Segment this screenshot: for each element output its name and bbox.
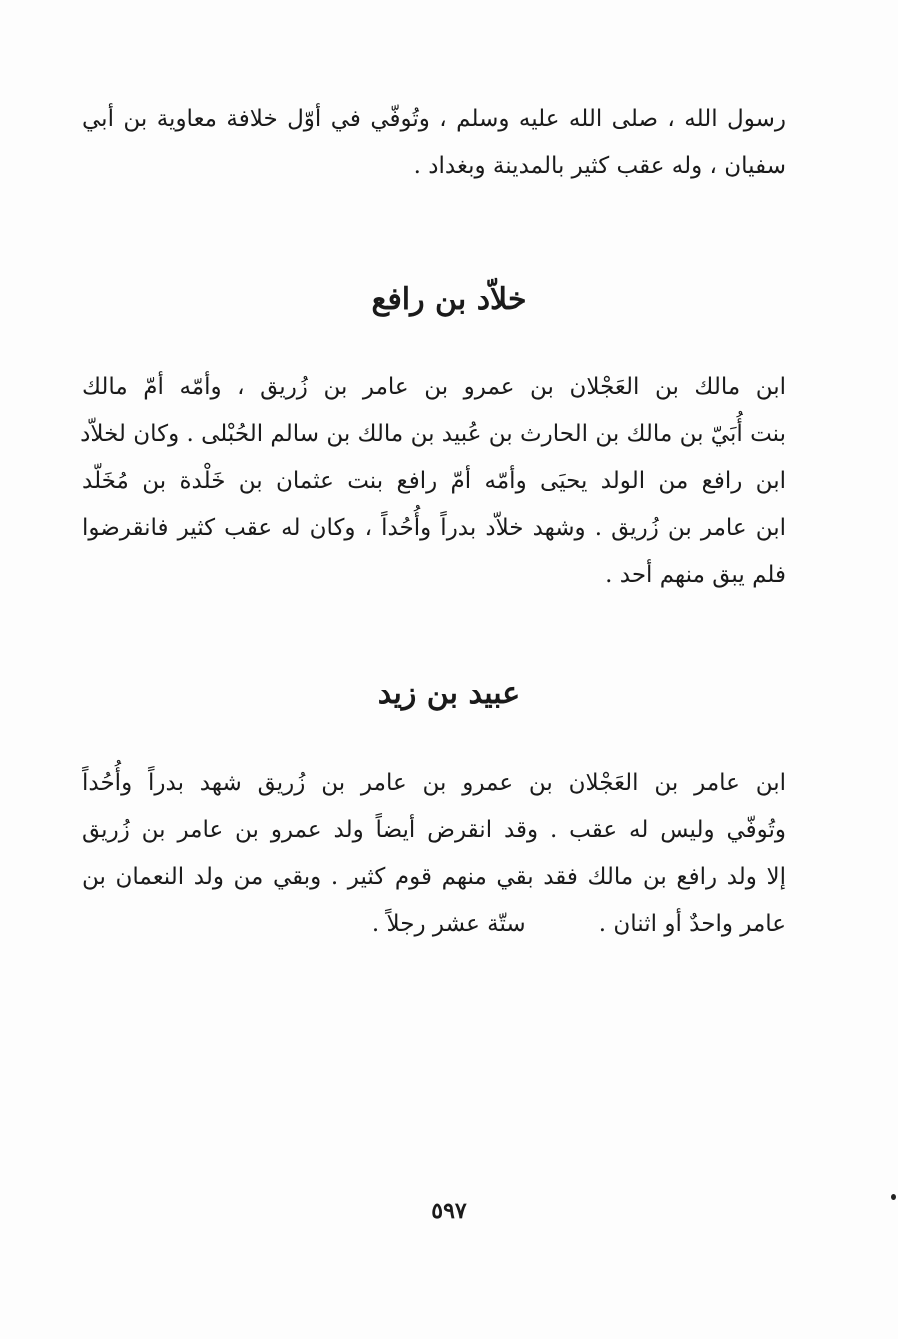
paragraph-line: إلا ولد رافع بن مالك فقد بقي منهم قوم كثير . وبقي من ولد النعمان بن	[82, 864, 786, 890]
paragraph-line: ابن عامر بن زُريق . وشهد خلاّد بدراً وأُحُداً ، وكان له عقب كثير فانقرضوا	[82, 515, 786, 541]
paragraph-line: ابن رافع من الولد يحيَى وأمّه أمّ رافع بنت عثمان بن خَلْدة بن مُخَلّد	[82, 468, 786, 494]
paragraph-line: فلم يبق منهم أحد .	[605, 562, 786, 588]
paragraph-line: ابن مالك بن العَجْلان بن عمرو بن عامر بن زُريق ، وأمّه أمّ مالك	[82, 374, 786, 400]
paragraph-line: سفيان ، وله عقب كثير بالمدينة وبغداد .	[413, 153, 786, 179]
top-paragraph	[82, 96, 786, 190]
section-title: خلاّد بن رافع	[371, 282, 527, 317]
section-title: عبيد بن زيد	[377, 676, 521, 711]
paragraph-line: عامر واحدٌ أو اثنان . ستّة عشر رجلاً .	[371, 911, 786, 937]
paragraph-line: وتُوفّي وليس له عقب . وقد انقرض أيضاً ولد عمرو بن عامر بن زُريق	[82, 817, 786, 843]
paragraph-line: رسول الله ، صلى الله عليه وسلم ، وتُوفّي في أوّل خلافة معاوية بن أبي	[82, 106, 786, 132]
paragraph-line: بنت أُبَيّ بن مالك بن الحارث بن عُبيد بن مالك بن سالم الحُبْلى . وكان لخلاّد	[80, 421, 786, 447]
scan-speck	[891, 1194, 896, 1200]
section-paragraph	[82, 364, 786, 599]
paragraph-line: ابن عامر بن العَجْلان بن عمرو بن عامر بن زُريق شهد بدراً وأُحُداً	[82, 770, 786, 796]
page-number: ٥٩٧	[431, 1198, 467, 1224]
section-paragraph	[82, 760, 786, 948]
